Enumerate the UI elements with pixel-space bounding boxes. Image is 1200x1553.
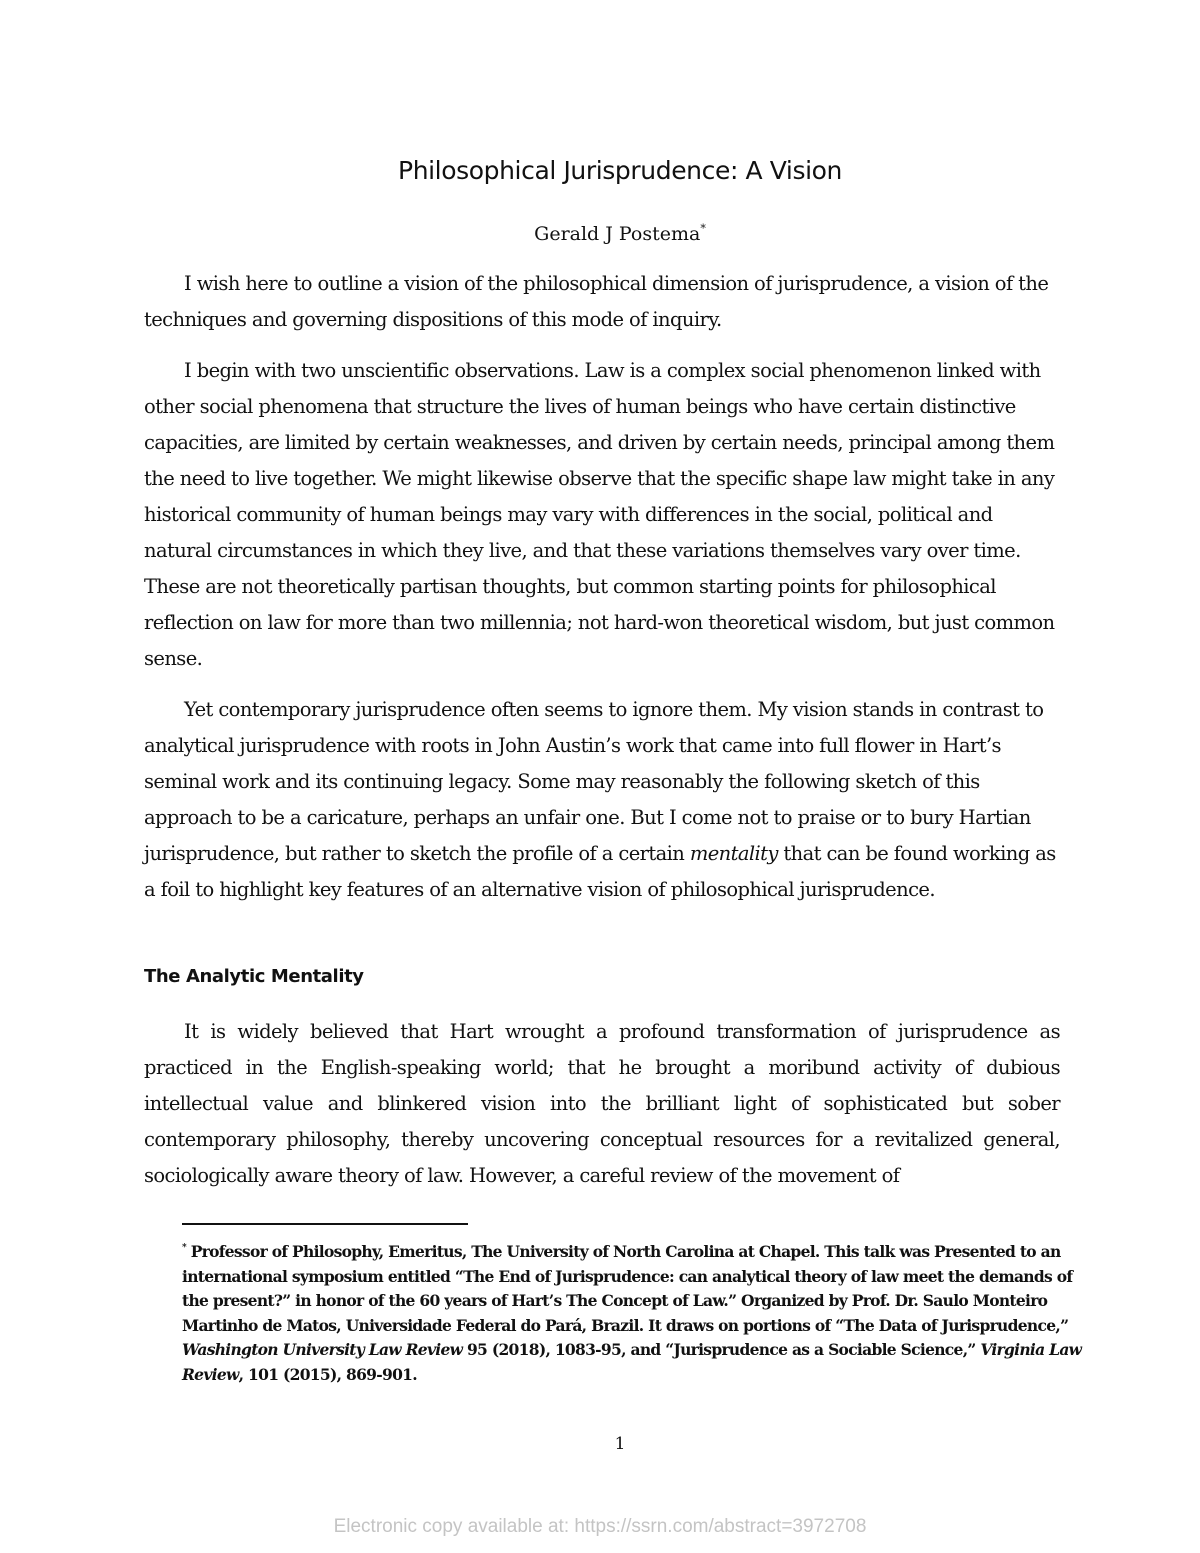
paragraph-vision-text-1: Yet contemporary jurisprudence often seems to ignore them. My vision stands in contrast to analytical jurisprudence with roots in John Austin’s work that came into full flower in Hart’s seminal work and its continuing legacy. Some may reasonably the following sketch of this approach to be a caricature, perhaps an unfair one. But I come not to praise or to bury Hartian jurisprudence, but rather to sketch the profile of a certain [144, 698, 1044, 865]
footnote-journal-1: Washington University Law Review [182, 1340, 463, 1359]
section-heading: The Analytic Mentality [144, 966, 364, 987]
paragraph-vision [144, 692, 1060, 908]
footnote [182, 1236, 1082, 1387]
ssrn-watermark: Electronic copy available at: https://ssrn.com/abstract=3972708 [333, 1516, 867, 1537]
footnote-journal-2: Virginia Law Review [182, 1340, 1082, 1384]
author-line [0, 222, 1200, 245]
footnote-text-2: 95 (2018), 1083-95, and “Jurisprudence as a Sociable Science,” [462, 1340, 981, 1359]
author-footnote-marker[interactable]: * [700, 222, 706, 235]
paper-title: Philosophical Jurisprudence: A Vision [398, 156, 842, 185]
paragraph-vision-text-2: that can be found working as a foil to highlight key features of an alternative vision of philosophical jurisprudence. [144, 842, 1056, 901]
paragraph-hart: It is widely believed that Hart wrought a profound transformation of jurisprudence as practiced in the English-speaking world; that he brought a moribund activity of dubious intellectual value and blinkered vision into the brilliant light of sophisticated but sober contemporary philosophy, thereby uncovering conceptual resources for a revitalized general, sociologically aware theory of law. However, a careful review of the movement of [144, 1020, 1060, 1187]
paragraph-intro: I wish here to outline a vision of the philosophical dimension of jurisprudence, a vision of the techniques and governing dispositions of this mode of inquiry. [144, 272, 1049, 331]
footnote-text-3: , 101 (2015), 869-901. [238, 1364, 417, 1384]
paragraph-observations: I begin with two unscientific observations. Law is a complex social phenomenon linked with other social phenomena that structure the lives of human beings who have certain distinctive capacities, are limited by certain weaknesses, and driven by certain needs, principal among them the need to live together. We might likewise observe that the specific shape law might take in any historical community of human beings may vary with differences in the social, political and natural circumstances in which they live, and that these variations themselves vary over time. These are not theoretically partisan thoughts, but common starting points for philosophical reflection on law for more than two millennia; not hard-won theoretical wisdom, but just common sense. [144, 359, 1055, 670]
author-name: Gerald J Postema [534, 223, 701, 245]
footnote-divider [182, 1223, 468, 1225]
footnote-marker: * [182, 1243, 187, 1253]
page-number: 1 [614, 1434, 626, 1454]
footnote-text-1: Professor of Philosophy, Emeritus, The University of North Carolina at Chapel. This talk was Presented to an international symposium entitled “The End of Jurisprudence: can analytical theory of law meet the demands of the present?” in honor of the 60 years of Hart’s The Concept of Law.” Organized by Prof. Dr. Saulo Monteiro Martinho de Matos, Universidade Federal do Pará, Brazil. It draws on portions of “The Data of Jurisprudence,” [182, 1242, 1073, 1335]
emphasis-mentality: mentality [689, 842, 778, 865]
